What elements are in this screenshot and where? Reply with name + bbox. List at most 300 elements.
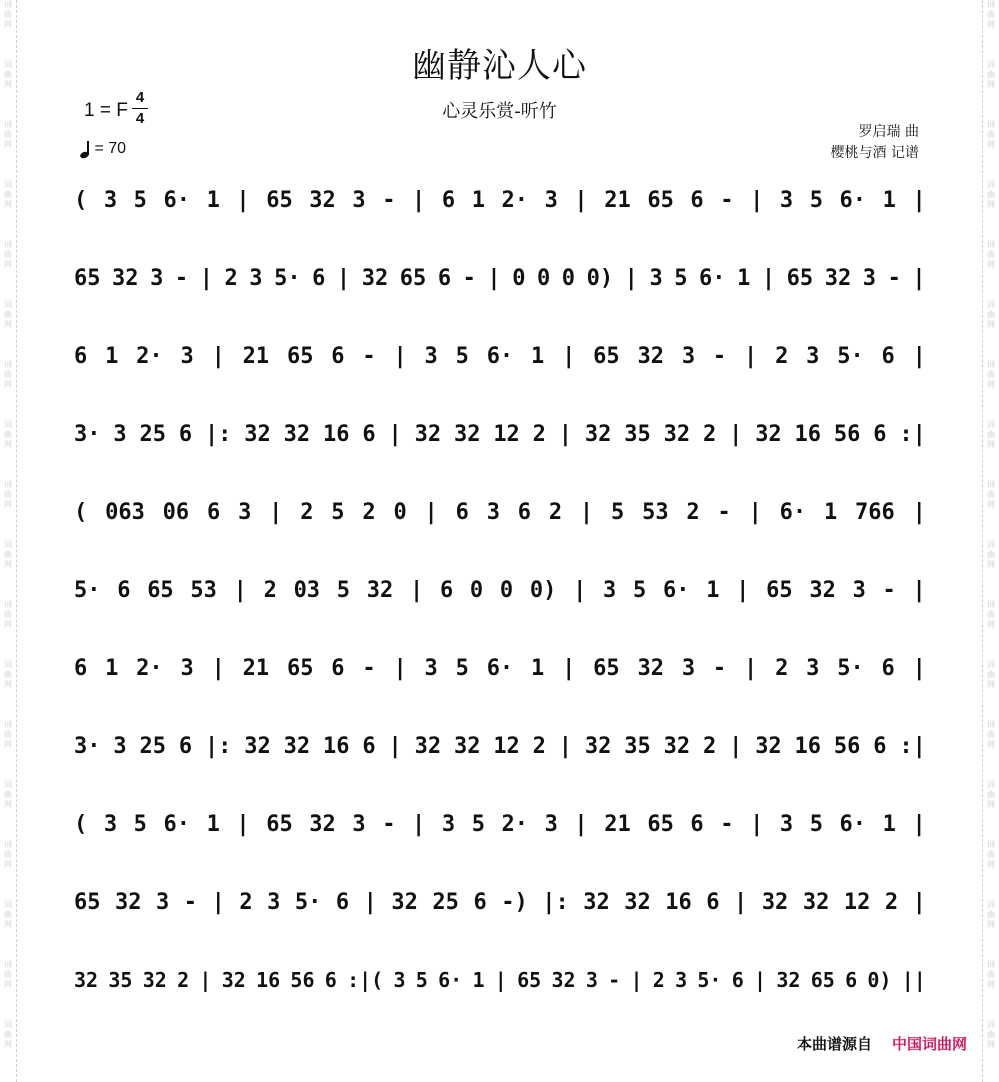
note-group: 5 (471, 811, 485, 837)
note-group: 6· (839, 187, 867, 213)
credits (831, 122, 919, 164)
footer-source-text: 本曲谱源自 (796, 1035, 872, 1053)
note-group: 25 (432, 889, 459, 915)
note-group: 0 (499, 577, 514, 603)
barline: | (754, 968, 767, 992)
note-group: 16 (256, 968, 281, 992)
note-group: 56 (833, 421, 861, 447)
note-group: 65 (74, 889, 101, 915)
note-group: 3 (862, 265, 877, 291)
note-group: 3 (544, 811, 558, 837)
song-title: 幽静沁人心 (412, 46, 587, 86)
note-group: 3 (779, 187, 794, 213)
note-group: 32 (221, 968, 246, 992)
note-group: 6 (74, 655, 88, 681)
note-group: 32 (244, 733, 271, 759)
note-group: ( (74, 811, 88, 837)
note-group: 56 (833, 733, 861, 759)
note-group: 5 (133, 187, 147, 213)
barline: | (750, 811, 764, 837)
song-subtitle: 心灵乐赏-听竹 (442, 101, 557, 122)
note-group: 16 (794, 733, 822, 759)
barline: | (558, 421, 573, 447)
barline: |: (204, 421, 232, 447)
note-group: 0 (512, 265, 526, 291)
note-group: 32 (453, 421, 481, 447)
note-group: 65 (810, 968, 835, 992)
score-line-6 (74, 570, 926, 610)
note-group: 5 (331, 499, 345, 525)
note-group: 65 (286, 655, 314, 681)
watermark-text: 词 曲 网 (4, 960, 12, 989)
note-group: 6 (473, 889, 487, 915)
note-group: 6 (312, 265, 326, 291)
note-group: 6 (706, 889, 720, 915)
note-group: - (712, 655, 727, 681)
watermark-text: 词 曲 网 (987, 300, 995, 329)
note-group: 6 (441, 187, 456, 213)
note-group: 32 (309, 811, 336, 837)
note-group: 3 (113, 733, 127, 759)
note-group: 3 (180, 343, 194, 369)
barline: | (579, 499, 594, 525)
note-group: 5 (455, 655, 469, 681)
note-group: 6 (455, 499, 469, 525)
note-group: 5 (809, 811, 823, 837)
note-group: 2 (775, 655, 789, 681)
note-group: 65 (266, 811, 293, 837)
note-group: 32 (309, 187, 336, 213)
note-group: 32 (761, 889, 789, 915)
barline: | (912, 265, 926, 291)
watermark-text: 词 曲 网 (4, 180, 12, 209)
note-group: 6 (731, 968, 744, 992)
score-line-4 (74, 414, 926, 454)
barline: | (233, 577, 247, 603)
note-group: 3· (74, 421, 101, 447)
note-group: -) (501, 889, 528, 915)
barline: | (748, 499, 762, 525)
note-group: 1 (206, 811, 220, 837)
note-group: 6 (331, 343, 345, 369)
note-group: 5 (674, 265, 688, 291)
watermark-text: 词 曲 网 (987, 780, 995, 809)
note-group: 0) (586, 265, 614, 291)
note-group: 3 (156, 889, 170, 915)
note-group: 16 (323, 733, 350, 759)
note-group: 3 (150, 265, 164, 291)
watermark-text: 词 曲 网 (987, 480, 995, 509)
note-group: 6· (438, 968, 463, 992)
note-group: - (887, 265, 901, 291)
note-group: - (882, 577, 896, 603)
note-group: 06 (162, 499, 190, 525)
note-group: 6 (873, 733, 887, 759)
note-group: 6 (362, 421, 376, 447)
watermark-text: 词 曲 网 (4, 600, 12, 629)
note-group: 65 (593, 343, 620, 369)
watermark-text: 词 曲 网 (987, 180, 995, 209)
barline: :| (899, 421, 926, 447)
note-group: 32 (74, 968, 99, 992)
note-group: - (712, 343, 727, 369)
note-group: 21 (604, 187, 631, 213)
note-group: 3 (806, 655, 820, 681)
note-group: 5· (294, 889, 322, 915)
barline: | (494, 968, 507, 992)
barline: | (363, 889, 377, 915)
note-group: 2· (501, 811, 529, 837)
note-group: 32 (551, 968, 576, 992)
watermark-text: 词 曲 网 (987, 420, 995, 449)
watermark-text: 词 曲 网 (4, 60, 12, 89)
note-group: 32 (802, 889, 830, 915)
note-group: 3 (681, 655, 696, 681)
note-group: 32 (115, 889, 142, 915)
note-group: 3 (779, 811, 794, 837)
note-group: 32 (755, 733, 782, 759)
note-group: 32 (663, 733, 691, 759)
score-line-7 (74, 648, 926, 688)
note-group: 5 (133, 811, 147, 837)
note-group: 32 (776, 968, 801, 992)
note-group: 03 (293, 577, 321, 603)
score-line-10 (74, 882, 926, 922)
note-group: 53 (642, 499, 669, 525)
note-group: 32 (755, 421, 782, 447)
note-group: 16 (665, 889, 692, 915)
note-group: 3 (180, 655, 194, 681)
note-group: 3 (393, 968, 406, 992)
note-group: 35 (624, 733, 651, 759)
watermark-text: 词 曲 网 (4, 300, 12, 329)
note-group: 2 (652, 968, 665, 992)
score-line-2 (74, 258, 926, 298)
note-group: 32 (824, 265, 852, 291)
barline: | (630, 968, 643, 992)
note-group: 1 (471, 187, 485, 213)
note-group: 2 (884, 889, 899, 915)
composer-credit: 罗启瑞 曲 (858, 124, 919, 140)
note-group: 65 (593, 655, 620, 681)
note-group: 3 (424, 655, 438, 681)
note-group: - (720, 811, 734, 837)
note-group: 3 (249, 265, 263, 291)
barline: | (393, 655, 407, 681)
note-group: 32 (453, 733, 481, 759)
score-line-8 (74, 726, 926, 766)
barline: | (912, 187, 926, 213)
barline: | (729, 421, 743, 447)
note-group: 32 (283, 733, 311, 759)
score-line-3 (74, 336, 926, 376)
note-group: 3 (352, 187, 366, 213)
tempo-marking (80, 140, 126, 158)
watermark-text: 词 曲 网 (4, 120, 12, 149)
note-group: 32 (391, 889, 418, 915)
note-group: 6· (839, 811, 867, 837)
note-group: 12 (843, 889, 871, 915)
note-group: 5 (633, 577, 647, 603)
note-group: 1 (823, 499, 838, 525)
note-group: 2 (263, 577, 277, 603)
barline: | (388, 733, 402, 759)
barline: | (393, 343, 407, 369)
note-group: 32 (283, 421, 311, 447)
watermark-text: 词 曲 网 (4, 420, 12, 449)
barline: | (573, 577, 587, 603)
footer-brand-link[interactable]: 中国词曲网 (891, 1035, 967, 1053)
time-signature-numerator: 4 (135, 89, 145, 106)
watermark-text: 词 曲 网 (987, 660, 995, 689)
note-group: 3 (103, 811, 118, 837)
barline: | (236, 187, 250, 213)
barline: | (199, 968, 212, 992)
note-group: - (362, 343, 376, 369)
watermark-text: 词 曲 网 (4, 360, 12, 389)
footer-source (797, 1033, 967, 1054)
note-group: 32 (366, 577, 394, 603)
note-group: 65 (517, 968, 542, 992)
barline: | (743, 343, 758, 369)
note-group: 6 (690, 187, 704, 213)
note-group: 0) (529, 577, 557, 603)
watermark-text: 词 曲 网 (4, 480, 12, 509)
note-group: 5· (837, 343, 864, 369)
note-group: 6· (163, 811, 190, 837)
barline: | (743, 655, 758, 681)
left-watermark-strip (0, 0, 17, 1082)
note-group: 6· (486, 343, 514, 369)
note-group: 2 (224, 265, 238, 291)
note-group: 32 (244, 421, 271, 447)
watermark-text: 词 曲 网 (4, 0, 12, 29)
watermark-text: 词 曲 网 (987, 360, 995, 389)
note-group: 65 (766, 577, 793, 603)
watermark-text: 词 曲 网 (4, 240, 12, 269)
note-group: 32 (414, 733, 442, 759)
note-group: 6 (74, 343, 88, 369)
note-group: 1 (531, 655, 545, 681)
note-group: 2 (532, 421, 546, 447)
note-group: 16 (323, 421, 350, 447)
note-group: 5 (611, 499, 625, 525)
note-group: 6 (873, 421, 887, 447)
note-group: 6 (437, 265, 452, 291)
note-group: 35 (624, 421, 651, 447)
note-group: 16 (794, 421, 822, 447)
barline: | (562, 343, 576, 369)
barline: | (412, 811, 426, 837)
barline: | (409, 577, 424, 603)
note-group: 25 (139, 421, 166, 447)
watermark-text: 词 曲 网 (987, 540, 995, 569)
note-group: 3 (544, 187, 558, 213)
watermark-text: 词 曲 网 (987, 960, 995, 989)
note-group: 3 (103, 187, 118, 213)
time-signature-denominator: 4 (135, 110, 145, 127)
note-group: 5· (697, 968, 722, 992)
note-group: 32 (637, 343, 664, 369)
note-group: 6 (324, 968, 337, 992)
note-group: 32 (809, 577, 836, 603)
watermark-text: 词 曲 网 (4, 1020, 12, 1049)
watermark-text: 词 曲 网 (987, 0, 995, 29)
barline: | (236, 811, 250, 837)
note-group: 3 (603, 577, 617, 603)
note-group: 3 (675, 968, 688, 992)
note-group: 6· (699, 265, 726, 291)
note-group: 3 (113, 421, 127, 447)
note-group: - (183, 889, 198, 915)
barline: :|( (347, 968, 384, 992)
note-group: 12 (493, 733, 520, 759)
watermark-text: 词 曲 网 (987, 600, 995, 629)
note-group: 0 (561, 265, 576, 291)
barline: |: (204, 733, 232, 759)
note-group: 5 (809, 187, 823, 213)
barline: | (336, 265, 351, 291)
note-group: 32 (584, 421, 612, 447)
note-group: 6 (117, 577, 131, 603)
note-group: 0 (469, 577, 484, 603)
note-group: 0 (537, 265, 551, 291)
note-group: 6 (331, 655, 345, 681)
barline: | (269, 499, 283, 525)
note-group: 56 (290, 968, 315, 992)
score-line-5 (74, 492, 926, 532)
note-group: 2 (532, 733, 546, 759)
barline: | (574, 811, 588, 837)
barline: :| (899, 733, 926, 759)
note-group: 0 (393, 499, 407, 525)
barline: | (558, 733, 573, 759)
barline: | (199, 265, 213, 291)
barline: | (912, 889, 926, 915)
barline: | (761, 265, 776, 291)
note-group: 21 (604, 811, 631, 837)
note-group: 6· (486, 655, 514, 681)
barline: | (211, 889, 225, 915)
note-group: 5· (74, 577, 101, 603)
note-group: 65 (647, 187, 674, 213)
note-group: 6 (881, 655, 895, 681)
watermark-text: 词 曲 网 (4, 540, 12, 569)
watermark-text: 词 曲 网 (4, 660, 12, 689)
note-group: 2 (177, 968, 190, 992)
barline: | (912, 499, 926, 525)
note-group: - (462, 265, 476, 291)
note-group: 2 (775, 343, 789, 369)
note-group: 65 (286, 343, 314, 369)
watermark-text: 词 曲 网 (987, 240, 995, 269)
note-group: 6 (178, 421, 193, 447)
note-group: 1 (882, 187, 896, 213)
barline: | (912, 343, 926, 369)
note-group: 5· (837, 655, 864, 681)
key-signature: 1 = F (84, 100, 128, 121)
note-group: 65 (786, 265, 814, 291)
barline: | (912, 811, 926, 837)
note-group: 1 (472, 968, 485, 992)
note-group: - (362, 655, 376, 681)
watermark-text: 词 曲 网 (987, 720, 995, 749)
barline: |: (542, 889, 569, 915)
note-group: 0) (867, 968, 892, 992)
note-group: 53 (190, 577, 217, 603)
note-group: 063 (105, 499, 145, 525)
note-group: 6 (845, 968, 858, 992)
note-group: 6· (779, 499, 807, 525)
tempo-value: = 70 (94, 140, 127, 157)
note-group: 6· (163, 187, 190, 213)
note-group: 32 (112, 265, 139, 291)
note-group: 6 (206, 499, 221, 525)
barline: | (729, 733, 743, 759)
note-group: 65 (399, 265, 427, 291)
note-group: 1 (105, 343, 119, 369)
note-group: 32 (637, 655, 664, 681)
note-group: 6 (517, 499, 532, 525)
note-group: 5 (455, 343, 469, 369)
time-signature (132, 89, 148, 128)
barline: | (750, 187, 764, 213)
note-group: 1 (531, 343, 545, 369)
note-group: 3· (74, 733, 101, 759)
note-group: 766 (855, 499, 895, 525)
note-group: 32 (361, 265, 389, 291)
barline: | (736, 577, 750, 603)
barline: | (211, 343, 225, 369)
score-line-11 (74, 960, 926, 1000)
note-group: 35 (108, 968, 133, 992)
barline: | (487, 265, 501, 291)
note-group: 2 (702, 421, 717, 447)
note-group: 6 (690, 811, 704, 837)
note-group: 2 (300, 499, 314, 525)
note-group: ( (74, 499, 88, 525)
note-group: - (382, 811, 396, 837)
note-group: 2· (136, 655, 163, 681)
note-group: 12 (493, 421, 520, 447)
note-group: 65 (74, 265, 101, 291)
note-group: 21 (242, 343, 270, 369)
watermark-text: 词 曲 网 (987, 900, 995, 929)
note-group: 25 (139, 733, 166, 759)
note-group: 5 (336, 577, 351, 603)
note-group: 3 (486, 499, 500, 525)
barline: || (901, 968, 926, 992)
note-group: 2 (702, 733, 717, 759)
note-group: 32 (624, 889, 651, 915)
note-group: ( (74, 187, 88, 213)
note-group: 6 (362, 733, 376, 759)
note-group: - (720, 187, 734, 213)
note-group: 5· (274, 265, 301, 291)
note-group: 3 (681, 343, 696, 369)
note-group: 1 (206, 187, 220, 213)
watermark-text: 词 曲 网 (987, 120, 995, 149)
note-group: 3 (267, 889, 281, 915)
watermark-text: 词 曲 网 (4, 720, 12, 749)
watermark-text: 词 曲 网 (4, 840, 12, 869)
note-group: 2 (362, 499, 376, 525)
barline: | (574, 187, 588, 213)
score-line-9 (74, 804, 926, 844)
note-group: 32 (414, 421, 442, 447)
note-group: 2· (501, 187, 529, 213)
note-group: 3 (806, 343, 820, 369)
